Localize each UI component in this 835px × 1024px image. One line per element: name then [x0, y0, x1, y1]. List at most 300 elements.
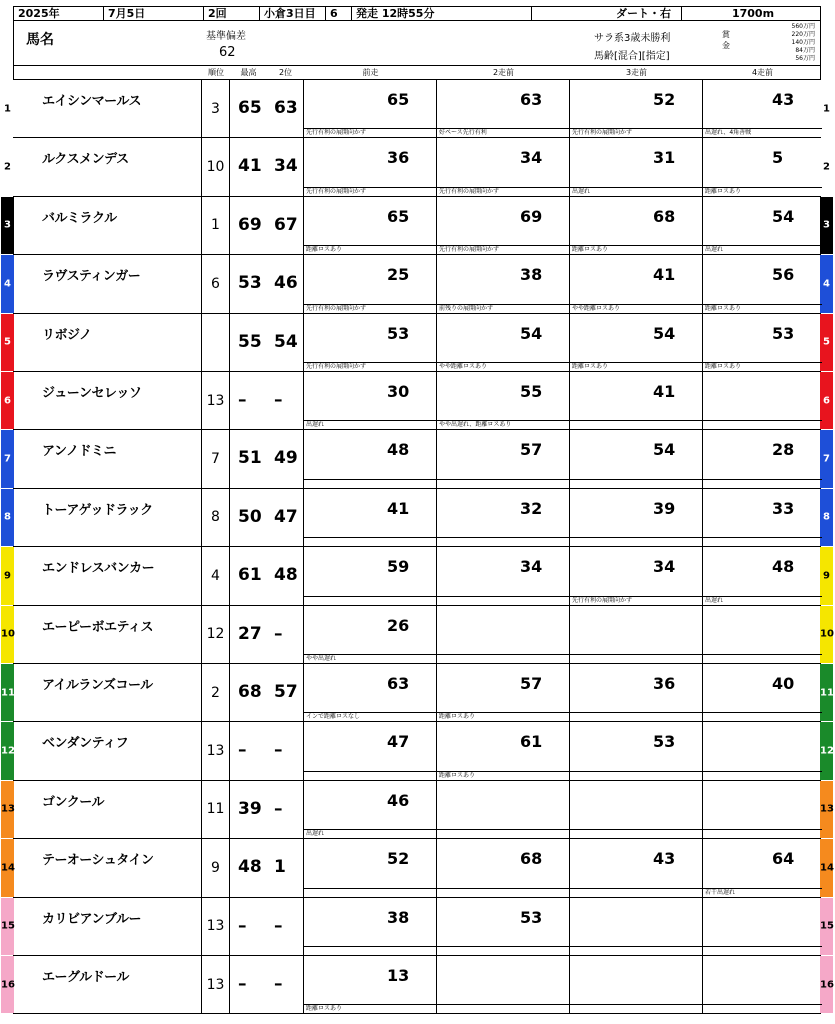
race-cell-3[interactable] [570, 664, 703, 721]
start-time: 発走 12時55分 [352, 7, 532, 20]
race-index: 65 [387, 90, 410, 109]
rank-cell [202, 547, 230, 604]
col-second: 2位 [278, 68, 293, 77]
rank-cell [202, 255, 230, 312]
race-index: 53 [653, 732, 676, 752]
horse-row[interactable] [4, 314, 830, 372]
race-cell-2[interactable] [437, 839, 570, 896]
horse-name[interactable]: アイルランズコール [42, 678, 153, 693]
race-comment [437, 1004, 569, 1013]
race-index: 57 [520, 674, 543, 693]
race-cell-2[interactable] [437, 898, 570, 955]
race-index: 41 [387, 498, 410, 518]
rank: 11 [206, 801, 225, 818]
race-index: 34 [653, 557, 676, 577]
race-index: 26 [387, 615, 410, 635]
frame-color-stripe [1, 197, 14, 254]
race-index: 34 [520, 148, 543, 168]
horse-row[interactable] [4, 255, 830, 313]
race-comment [304, 888, 436, 897]
race-cell-3[interactable] [570, 898, 703, 955]
second-index: 67 [274, 214, 298, 235]
race-comment: 出遅れ [703, 245, 822, 254]
race-cell-1[interactable] [304, 606, 437, 663]
race-index: 36 [653, 674, 676, 693]
race-cell-3[interactable] [570, 255, 703, 312]
horse-row[interactable] [4, 372, 830, 430]
race-comment [570, 654, 702, 663]
race-cell-1[interactable] [304, 314, 437, 371]
race-cell-4[interactable] [703, 489, 822, 546]
best-index: – [238, 974, 247, 994]
race-comment: 先行有利の展開向かず [437, 245, 569, 254]
race-comment [437, 654, 569, 663]
horse-row[interactable] [4, 489, 830, 547]
horse-info [30, 314, 202, 371]
horse-row[interactable] [1, 839, 834, 897]
race-index: 36 [387, 148, 410, 168]
horse-number: 7 [823, 453, 830, 465]
col-race2: 2走前 [492, 68, 515, 77]
race-index: 68 [653, 206, 676, 226]
race-index: 53 [387, 323, 410, 343]
horse-info [30, 138, 202, 195]
race-cell-1[interactable] [304, 547, 437, 604]
frame-color-stripe [1, 956, 14, 1013]
best-index: 55 [238, 331, 262, 352]
rank: 13 [206, 976, 225, 993]
race-index: 41 [653, 382, 676, 401]
race-cell-4[interactable] [703, 606, 822, 663]
race-cell-3[interactable] [570, 430, 703, 487]
race-cell-2[interactable] [437, 314, 570, 371]
race-cell-1[interactable] [304, 489, 437, 546]
race-index: 54 [653, 440, 676, 460]
prize-3: 140万円 [791, 39, 815, 46]
race-comment [570, 946, 702, 955]
horse-name[interactable]: ジューンセレッソ [42, 386, 142, 401]
race-cell-2[interactable] [437, 197, 570, 254]
horse-row[interactable] [4, 547, 830, 605]
horse-number: 4 [823, 278, 830, 290]
rank-cell [202, 606, 230, 663]
label-horse-name: 馬名 [26, 32, 54, 48]
horse-number: 3 [4, 219, 11, 231]
race-index: 53 [520, 907, 543, 927]
index-cell [230, 664, 304, 721]
index-cell [230, 314, 304, 371]
race-comment [703, 829, 822, 838]
race-comment [703, 771, 822, 780]
prize-list [749, 23, 815, 63]
rank: 6 [211, 275, 220, 292]
race-cell-2[interactable] [437, 489, 570, 546]
rank-cell [202, 197, 230, 254]
index-cell [230, 489, 304, 546]
date: 7月5日 [104, 7, 204, 20]
rank: 3 [211, 100, 220, 117]
race-cell-4[interactable] [703, 138, 822, 195]
race-cell-3[interactable] [570, 781, 703, 838]
race-comment [570, 1004, 702, 1013]
horse-number: 11 [1, 687, 15, 699]
frame-color-stripe [1, 547, 14, 604]
race-cell-1[interactable] [304, 664, 437, 721]
rank-cell [202, 314, 230, 371]
race-comment: 前残りの展開向かず [437, 304, 569, 313]
race-comment [570, 712, 702, 721]
race-cell-3[interactable] [570, 547, 703, 604]
horse-info [30, 489, 202, 546]
horse-name[interactable]: ラヴスティンガー [42, 269, 141, 285]
race-header [13, 6, 821, 66]
race-index: 59 [387, 557, 410, 577]
frame-color-stripe [1, 138, 14, 195]
race-cell-3[interactable] [570, 80, 703, 137]
race-comment [437, 596, 569, 605]
race-cell-2[interactable] [437, 255, 570, 312]
index-cell [230, 197, 304, 254]
race-index: 52 [653, 90, 676, 109]
horse-name[interactable]: アンノドミニ [42, 444, 116, 460]
horse-name[interactable]: エーグルドール [42, 970, 129, 985]
race-index: 32 [520, 498, 543, 518]
horse-row[interactable] [4, 138, 830, 196]
horse-number: 14 [820, 862, 834, 874]
race-cell-4[interactable] [703, 722, 822, 779]
horse-number: 13 [1, 803, 15, 815]
second-index: 34 [274, 156, 298, 177]
race-index: 41 [653, 265, 676, 285]
race-cell-4[interactable] [703, 255, 822, 312]
race-index: 53 [772, 323, 795, 343]
race-comment [437, 829, 569, 838]
race-comment: 先行有利の展開向かず [304, 128, 436, 137]
frame-color-stripe [1, 430, 14, 487]
race-cell-4[interactable] [703, 430, 822, 487]
horse-number: 16 [820, 979, 834, 991]
horse-number: 14 [1, 862, 15, 874]
horse-number: 6 [4, 395, 11, 407]
index-cell [230, 839, 304, 896]
race-index: 5 [772, 148, 784, 168]
race-cell-4[interactable] [703, 956, 822, 1013]
race-comment [703, 479, 822, 488]
race-cell-1[interactable] [304, 898, 437, 955]
horse-number: 13 [820, 803, 834, 815]
horse-name[interactable]: テーオーシュタイン [42, 853, 154, 869]
race-cell-4[interactable] [703, 547, 822, 604]
race-index: 30 [387, 382, 410, 401]
race-cell-3[interactable] [570, 489, 703, 546]
rank: 9 [211, 859, 220, 876]
second-index: 63 [274, 98, 298, 118]
race-index: 63 [387, 674, 410, 693]
race-comment: やや距離ロスあり [570, 304, 702, 313]
race-comment: 先行有利の展開向かず [570, 128, 702, 137]
race-cell-4[interactable] [703, 664, 822, 721]
race-comment: 距離ロスあり [437, 712, 569, 721]
rank-cell [202, 138, 230, 195]
second-index: – [274, 740, 283, 761]
race-cell-2[interactable] [437, 430, 570, 487]
race-cell-4[interactable] [703, 80, 822, 137]
horse-row[interactable] [1, 898, 834, 956]
frame-color-stripe [1, 839, 14, 896]
horse-number: 7 [4, 453, 11, 465]
horse-number: 16 [1, 979, 15, 991]
race-comment [304, 479, 436, 488]
prize-4: 84万円 [795, 47, 815, 54]
index-cell [230, 722, 304, 779]
rank-cell [202, 372, 230, 429]
race-cell-2[interactable] [437, 547, 570, 604]
race-cell-4[interactable] [703, 898, 822, 955]
race-cell-3[interactable] [570, 197, 703, 254]
horse-row[interactable] [1, 606, 834, 664]
horse-number: 1 [4, 103, 11, 115]
race-cell-3[interactable] [570, 314, 703, 371]
best-index: – [238, 915, 247, 936]
horse-number: 2 [823, 161, 830, 173]
race-index: 34 [520, 557, 543, 577]
race-index: 38 [520, 265, 543, 285]
horse-row[interactable] [4, 430, 830, 488]
race-index: 28 [772, 440, 795, 460]
race-comment: 距離ロスあり [703, 362, 822, 371]
prize-label: 賞金 [722, 30, 730, 50]
race-index: 40 [772, 674, 795, 693]
best-index: 48 [238, 857, 262, 878]
race-comment [304, 596, 436, 605]
race-cell-1[interactable] [304, 372, 437, 429]
horse-info [30, 547, 202, 604]
second-index: – [274, 974, 283, 994]
prize-1: 560万円 [791, 23, 815, 30]
horse-number: 2 [4, 161, 11, 173]
second-index: 57 [274, 682, 298, 702]
index-cell [230, 898, 304, 955]
race-cell-4[interactable] [703, 314, 822, 371]
horse-row[interactable] [4, 80, 830, 138]
race-cell-3[interactable] [570, 722, 703, 779]
index-cell [230, 547, 304, 604]
race-comment: 距離ロスあり [570, 245, 702, 254]
race-comment: 出遅れ [304, 829, 436, 838]
rank-cell [202, 722, 230, 779]
frame-color-stripe [1, 722, 14, 779]
index-cell [230, 430, 304, 487]
horse-number: 9 [823, 570, 830, 582]
rank-cell [202, 489, 230, 546]
race-comment [437, 946, 569, 955]
race-cell-4[interactable] [703, 372, 822, 429]
horse-number: 4 [4, 278, 11, 290]
race-comment [703, 654, 822, 663]
race-comment [437, 479, 569, 488]
horse-info [30, 197, 202, 254]
horse-number: 10 [820, 628, 834, 640]
horse-name[interactable]: リボジノ [42, 327, 92, 343]
race-cell-1[interactable] [304, 956, 437, 1013]
horse-name[interactable]: バルミラクル [42, 210, 117, 226]
race-index: 52 [387, 849, 410, 869]
race-cell-2[interactable] [437, 781, 570, 838]
rank: 12 [206, 626, 225, 643]
race-cell-3[interactable] [570, 372, 703, 429]
race-cell-2[interactable] [437, 664, 570, 721]
race-index: 33 [772, 498, 795, 518]
horse-number: 10 [1, 628, 15, 640]
horse-info [30, 898, 202, 955]
race-comment [570, 829, 702, 838]
horse-info [30, 372, 202, 429]
horse-name[interactable]: エンドレスバンカー [42, 561, 155, 577]
second-index: – [274, 915, 283, 936]
horse-number: 5 [823, 336, 830, 348]
col-best: 最高 [240, 68, 257, 77]
race-comment: 距離ロスあり [570, 362, 702, 371]
race-index: 54 [653, 323, 676, 343]
race-index: 43 [772, 90, 795, 109]
prize-2: 220万円 [791, 31, 815, 38]
race-cell-1[interactable] [304, 781, 437, 838]
race-comment: 出遅れ [703, 596, 822, 605]
race-cell-1[interactable] [304, 839, 437, 896]
race-cell-2[interactable] [437, 956, 570, 1013]
horse-number: 11 [820, 687, 834, 699]
race-index: 64 [772, 849, 795, 869]
horse-row[interactable] [1, 956, 834, 1014]
race-cell-3[interactable] [570, 839, 703, 896]
rank: 13 [206, 918, 225, 935]
horse-info [30, 956, 202, 1013]
race-comment [304, 537, 436, 546]
race-comment [570, 537, 702, 546]
race-cell-2[interactable] [437, 80, 570, 137]
distance: 1700m [731, 7, 775, 20]
race-comment: 出遅れ [570, 187, 702, 196]
race-comment [437, 537, 569, 546]
race-comment [570, 771, 702, 780]
race-comment: 距離ロスあり [304, 245, 436, 254]
race-cell-4[interactable] [703, 781, 822, 838]
race-cell-1[interactable] [304, 197, 437, 254]
race-cell-1[interactable] [304, 430, 437, 487]
race-cell-1[interactable] [304, 138, 437, 195]
horse-info [30, 430, 202, 487]
horse-info [30, 80, 202, 137]
horse-name[interactable]: トーアゲッドラック [42, 502, 153, 518]
prize-5: 56万円 [795, 55, 815, 62]
col-race3: 3走前 [625, 68, 648, 77]
year: 2025年 [14, 7, 104, 20]
frame-color-stripe [1, 372, 14, 429]
horse-name[interactable]: エーピーボエティス [42, 619, 153, 635]
best-index: 65 [238, 98, 262, 118]
race-cell-3[interactable] [570, 606, 703, 663]
race-comment [437, 888, 569, 897]
horse-info [30, 664, 202, 721]
race-cell-2[interactable] [437, 372, 570, 429]
horse-row[interactable] [1, 722, 834, 780]
race-comment [570, 888, 702, 897]
index-cell [230, 255, 304, 312]
race-index: 63 [520, 90, 543, 109]
rank: 8 [211, 509, 220, 526]
second-index: 1 [274, 857, 286, 878]
race-comment [703, 946, 822, 955]
race-cell-3[interactable] [570, 956, 703, 1013]
horse-row[interactable] [4, 197, 830, 255]
race-index: 55 [520, 382, 543, 401]
col-rank: 順位 [208, 68, 224, 77]
race-comment: 先行有利の展開向かず [437, 187, 569, 196]
horse-name[interactable]: カリビアンブルー [42, 911, 141, 927]
race-cell-2[interactable] [437, 722, 570, 779]
horse-number: 9 [4, 570, 11, 582]
race-index: 57 [520, 440, 543, 460]
horse-name[interactable]: ルクスメンデス [42, 152, 129, 168]
frame-color-stripe [1, 80, 14, 137]
rank-cell [202, 956, 230, 1013]
race-comment [570, 479, 702, 488]
race-cell-1[interactable] [304, 255, 437, 312]
col-race1: 前走 [362, 68, 379, 77]
index-cell [230, 80, 304, 137]
race-cell-1[interactable] [304, 722, 437, 779]
horse-row[interactable] [1, 664, 834, 722]
race-index: 31 [653, 148, 676, 168]
column-header [13, 66, 821, 80]
race-comment: 出遅れ、4角善戦 [703, 128, 822, 137]
rank: 13 [206, 743, 225, 760]
horse-name[interactable]: ゴンクール [42, 794, 104, 810]
race-comment: 距離ロスあり [437, 771, 569, 780]
race-cell-2[interactable] [437, 138, 570, 195]
horse-name[interactable]: エイシンマールス [42, 94, 142, 109]
race-comment: 距離ロスあり [703, 187, 822, 196]
index-cell [230, 956, 304, 1013]
race-index: 61 [520, 732, 543, 752]
race-cell-1[interactable] [304, 80, 437, 137]
horse-info [30, 606, 202, 663]
venue-day: 小倉3日目 [260, 7, 326, 20]
best-index: 50 [238, 506, 262, 527]
race-number: 6 [326, 7, 352, 20]
horse-name[interactable]: ベンダンティフ [42, 736, 129, 752]
best-index: 39 [238, 798, 262, 819]
horse-info [30, 722, 202, 779]
race-index: 13 [387, 966, 410, 985]
horse-info [30, 255, 202, 312]
race-comment [570, 420, 702, 429]
race-comment [304, 771, 436, 780]
race-comment: インで距離ロスなし [304, 712, 436, 721]
race-cell-3[interactable] [570, 138, 703, 195]
rank-cell [202, 430, 230, 487]
horse-row[interactable] [1, 781, 834, 839]
race-comment [703, 420, 822, 429]
race-cell-4[interactable] [703, 197, 822, 254]
horse-number: 6 [823, 395, 830, 407]
race-comment: 先行有利の展開向かず [304, 304, 436, 313]
race-cell-4[interactable] [703, 839, 822, 896]
race-index: 65 [387, 206, 410, 226]
race-cell-2[interactable] [437, 606, 570, 663]
rank: 7 [211, 451, 220, 468]
race-comment: 出遅れ [304, 420, 436, 429]
